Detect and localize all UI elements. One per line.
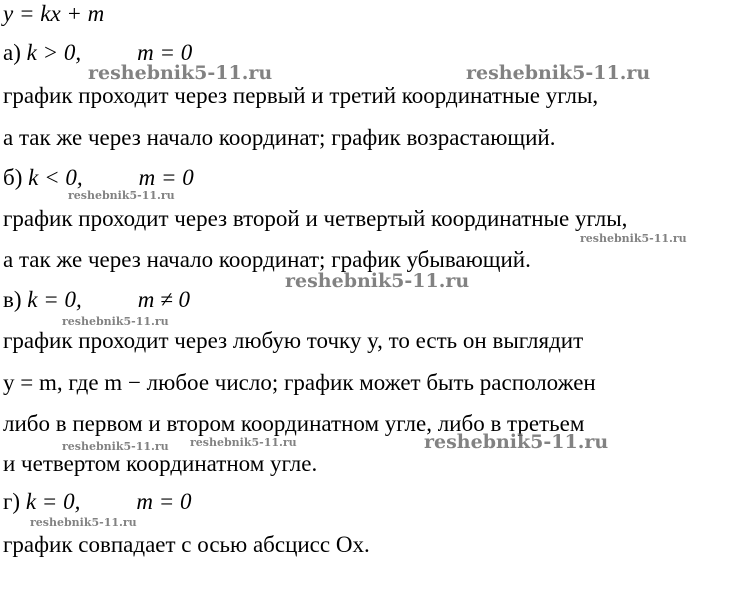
watermark-text: reshebnik5-11.ru <box>580 232 687 245</box>
watermark-text: reshebnik5-11.ru <box>424 431 609 453</box>
formula-line <box>3 2 104 25</box>
case-v-line-2: y = m, где m − любое число; график может быть расположен <box>3 370 596 395</box>
case-g-line-1: график совпадает с осью абсцисс Ox. <box>3 532 370 557</box>
case-g-label: г) <box>3 489 26 514</box>
case-v-condition-k: k = 0, <box>27 287 82 312</box>
case-a-line-2: а так же через начало координат; график возрастающий. <box>3 125 556 150</box>
case-v-line-1: график проходит через любую точку y, то есть он выглядит <box>3 328 584 353</box>
case-v-label: в) <box>3 287 28 312</box>
watermark-text: reshebnik5-11.ru <box>285 270 470 292</box>
case-b-line-2: а так же через начало координат; график убывающий. <box>3 247 531 272</box>
case-b-line-1: график проходит через второй и четвертый координатные углы, <box>3 206 628 231</box>
case-v-line-3: либо в первом и втором координатном угле, либо в третьем <box>3 411 585 436</box>
watermark-text: reshebnik5-11.ru <box>62 315 169 328</box>
watermark-text: reshebnik5-11.ru <box>466 62 651 84</box>
watermark-text: reshebnik5-11.ru <box>30 516 137 529</box>
case-g-header <box>3 490 191 513</box>
case-b-condition-m: m = 0 <box>138 165 194 190</box>
case-g-condition-m: m = 0 <box>136 489 192 514</box>
watermark-text: reshebnik5-11.ru <box>88 62 273 84</box>
case-v-line-4: и четвертом координатном угле. <box>3 451 318 476</box>
watermark-text: reshebnik5-11.ru <box>190 436 297 449</box>
case-v-header <box>3 288 190 311</box>
case-a-condition-k: k > 0, <box>26 40 82 65</box>
case-a-label: а) <box>3 40 27 65</box>
watermark-text: reshebnik5-11.ru <box>62 440 169 453</box>
watermark-text: reshebnik5-11.ru <box>68 189 175 202</box>
formula-text: y = kx + m <box>3 1 105 26</box>
case-a-condition-m: m = 0 <box>137 40 193 65</box>
case-v-condition-m: m ≠ 0 <box>137 287 190 312</box>
case-a-line-1: график проходит через первый и третий координатные углы, <box>3 83 599 108</box>
case-b-header <box>3 166 194 189</box>
case-b-condition-k: k < 0, <box>28 165 83 190</box>
case-b-label: б) <box>3 165 29 190</box>
case-a-header <box>3 41 192 64</box>
case-g-condition-k: k = 0, <box>25 489 81 514</box>
